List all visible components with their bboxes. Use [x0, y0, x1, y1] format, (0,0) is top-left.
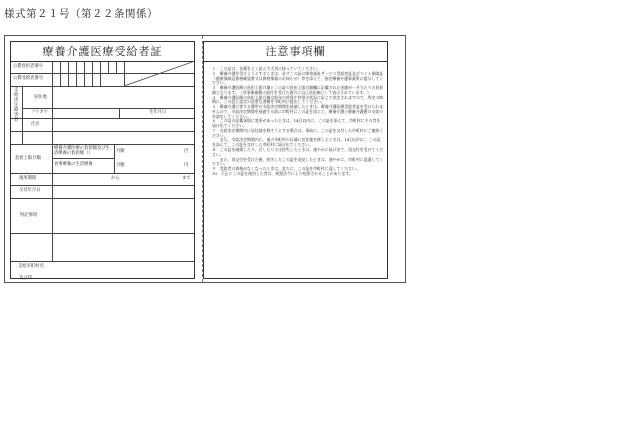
- unit-month-1: 月額: [116, 149, 125, 154]
- notes-list: [212, 67, 384, 177]
- label-name: 氏名: [31, 122, 40, 127]
- label-furigana: フリガナ: [31, 110, 48, 115]
- unit-yen-1: 円: [184, 149, 189, 154]
- label-seal: 及び印: [19, 276, 32, 281]
- certificate-front: [10, 41, 195, 279]
- label-period: 適用期間: [19, 176, 37, 181]
- note-item: また、再交付を受けた後、紛失したこの証を発見したときは、速やかに、市町村に返還してください。: [212, 156, 384, 167]
- period-to: まで: [182, 176, 191, 181]
- notes-title: 注意事項欄: [204, 42, 387, 62]
- label-burden: 負担上限月額: [15, 156, 41, 161]
- label-birthdate: 生年月日: [149, 110, 167, 115]
- diagonal-slash: [124, 61, 195, 86]
- label-municipality: 支給市町村名: [18, 264, 44, 269]
- label-vertical-group: 支給決定障害者: [14, 88, 19, 123]
- label-issue-date: 交付年月日: [19, 188, 41, 193]
- note-item: ８ この証を破損したり、汚したり又は紛失したときは、速やかに届け出て、再交付を受けてください。: [212, 147, 384, 157]
- form-number: 様式第２１号（第２２条関係）: [4, 8, 158, 20]
- note-item: ３ 療養介護医療の負担上限月額とこの証の負担上限月額欄に記載された金額が一月当たりの負担額となります。（食事療養費の給付を受けた場合に自己負担額として表示されています。）: [212, 85, 384, 95]
- note-item: ４ 療養介護医療の負担上限月額は前年の所得や世帯の状況に応じて決定されますので、所定の時期に、この証と認定の必要な書類を市町村に提出してください。: [212, 94, 384, 105]
- note-item: １ この証は、各薬をよく読んで大切に持っていてください。: [212, 66, 321, 71]
- label-address: 居住地: [34, 95, 47, 100]
- label-recipient-number: 公費受給者番号: [13, 76, 44, 81]
- label-notes: 特記事項: [20, 213, 38, 218]
- label-burden-line2: 食事療養の生活療養: [54, 162, 93, 167]
- unit-yen-2: 円: [184, 163, 189, 168]
- certificate-title: 療養介護医療受給者証: [11, 42, 194, 62]
- note-item: ７ 支給決定期間内に居住地を移そうとする場合は、事前に、この証を交付した市町村にご連絡ください。: [212, 127, 384, 138]
- period-from: から: [111, 176, 120, 181]
- note-item: ２ 療養介護を受けようとするときは、必ずこの証に障害福祉サービス受給者証及びマイナ保険証（健康保険証資格確認書又は資格情報のお知らせ）等を添えて、指定療養介護事業所に提示してください。: [212, 70, 384, 86]
- label-burden-line1: 療養介護医療の負担額及び生活療養の負担額（）: [54, 146, 110, 157]
- note-item: ６ この証の記載事項に変更があったときは、14日以内に、この証を添えて、市町村にその旨を届け出てください。: [212, 118, 381, 129]
- note-item: 10 不正にこの証を使用した者は、刑罰法令により処罰されることがあります。: [212, 170, 353, 176]
- note-item: ５ 療養介護に要する費用の支給決定期間を経過したときは、療養介護医療受給者証を受けられませんので、支給決定期間を経過する前に市町村にこの証を添えて、療養介護と療養介護費の支給の申請をしてください。: [212, 104, 384, 119]
- note-item: ９ 受給者の資格がなくなったときは、直ちに、この証を市町村に返してください。: [212, 166, 360, 172]
- certificate-sheet: [4, 35, 406, 283]
- unit-month-2: 月額: [116, 163, 125, 168]
- note-item: また、支給決定期間内に、他の市町村の区域に居住地を移したときは、14日以内に、この証を添えて、この証を交付した市町村に届け出てください。: [212, 137, 381, 148]
- label-city-number: 公費負担者番号: [13, 64, 44, 69]
- certificate-back: [203, 41, 388, 279]
